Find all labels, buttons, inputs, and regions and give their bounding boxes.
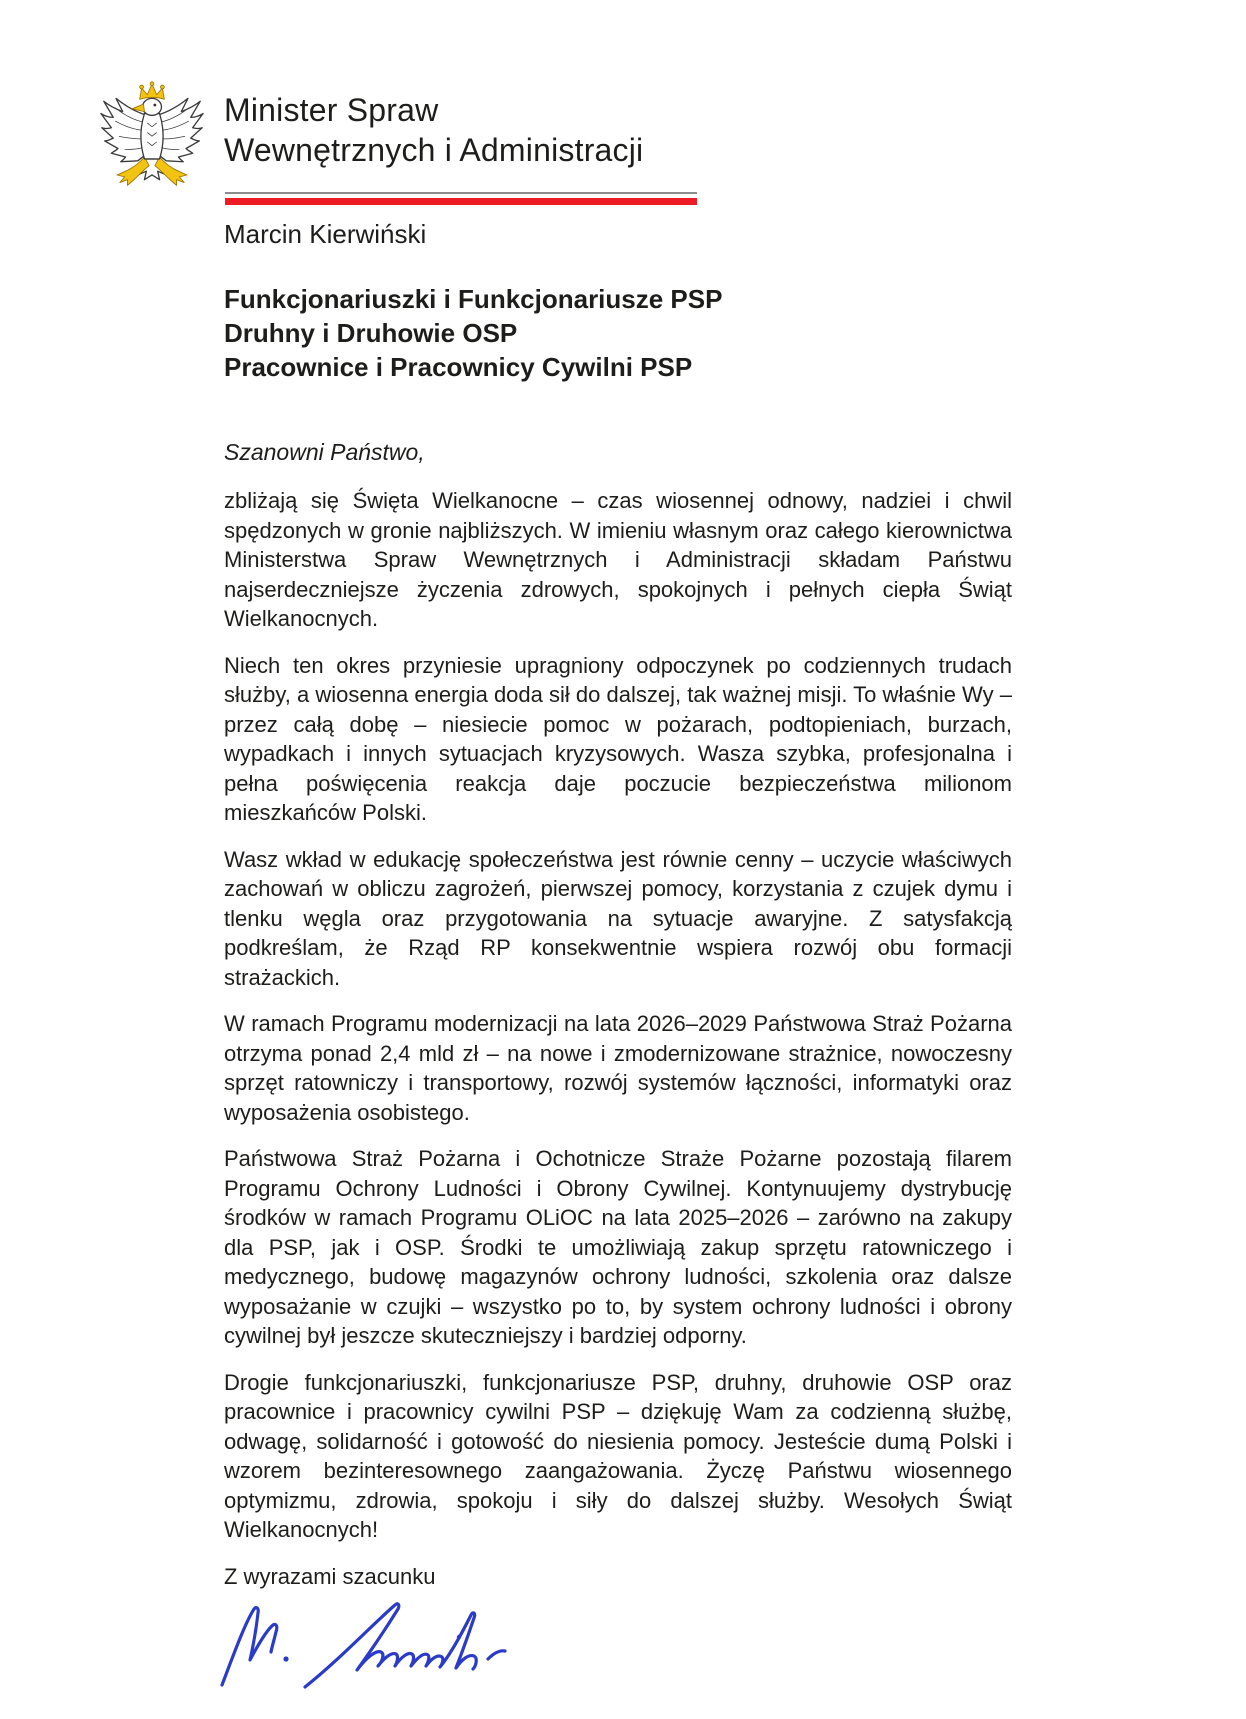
minister-name: Marcin Kierwiński bbox=[224, 219, 427, 249]
letter-paragraph-2: Niech ten okres przyniesie upragniony odpoczynek po codziennych trudach służby, a wiosenna energia doda sił do dalszej, tak ważnej misji. To właśnie Wy – przez całą dobę – niesiecie pomoc w pożarach, podtopieniach, burzach, wypadkach i innych sytuacjach kryzysowych. Wasza szybka, profesjonalna i pełna poświęcenia reakcja daje poczucie bezpieczeństwa milionom mieszkańców Polski. bbox=[224, 652, 1012, 825]
polish-eagle-emblem bbox=[100, 80, 204, 200]
ministry-title-line2: Wewnętrznych i Administracji bbox=[224, 132, 644, 168]
signature-image bbox=[210, 1597, 562, 1699]
header-rule-gray bbox=[225, 192, 697, 194]
header-rule-red bbox=[225, 198, 697, 205]
letter-paragraph-4: W ramach Programu modernizacji na lata 2026–2029 Państwowa Straż Pożarna otrzyma ponad 2,4 mld zł – na nowe i zmodernizowane strażnice, nowoczesny sprzęt ratowniczy i transportowy, rozwój systemów łączności, informatyki oraz wyposażenia osobistego. bbox=[224, 1011, 1012, 1125]
addressee-line-1: Funkcjonariuszki i Funkcjonariusze PSP bbox=[224, 284, 723, 314]
letter-paragraph-1: zbliżają się Święta Wielkanocne – czas wiosennej odnowy, nadziei i chwil spędzonych w gronie najbliższych. W imieniu własnym oraz całego kierownictwa Ministerstwa Spraw Wewnętrznych i Administracji składam Państwu najserdeczniejsze życzenia zdrowych, spokojnych i pełnych ciepła Świąt Wielkanocnych. bbox=[224, 488, 1012, 631]
closing-phrase: Z wyrazami szacunku bbox=[224, 1563, 436, 1589]
letter-paragraph-3: Wasz wkład w edukację społeczeństwa jest równie cenny – uczycie właściwych zachowań w obliczu zagrożeń, pierwszej pomocy, korzystania z czujek dymu i tlenku węgla oraz przygotowania na sytuacje awaryjne. Z satysfakcją podkreślam, że Rząd RP konsekwentnie wspiera rozwój obu formacji strażackich. bbox=[224, 846, 1012, 990]
letter-paragraph-6: Drogie funkcjonariuszki, funkcjonariusze PSP, druhny, druhowie OSP oraz pracownice i pracownicy cywilni PSP – dziękuję Wam za codzienną służbę, odwagę, solidarność i gotowość do niesienia pomocy. Jesteście dumą Polski i wzorem bezinteresownego zaangażowania. Życzę Państwu wiosennego optymizmu, zdrowia, spokoju i siły do dalszej służby. Wesołych Świąt Wielkanocnych! bbox=[224, 1369, 1012, 1542]
addressee-line-2: Druhny i Druhowie OSP bbox=[224, 318, 518, 348]
addressee-block bbox=[224, 282, 1012, 384]
salutation: Szanowni Państwo, bbox=[224, 439, 425, 465]
addressee-line-3: Pracownice i Pracownicy Cywilni PSP bbox=[224, 352, 693, 382]
letter-paragraph-5: Państwowa Straż Pożarna i Ochotnicze Straże Pożarne pozostają filarem Programu Ochrony Ludności i Obrony Cywilnej. Kontynuujemy dystrybucję środków w ramach Programu OLiOC na lata 2025–2026 – zarówno na zakupy dla PSP, jak i OSP. Środki te umożliwiają zakup sprzętu ratowniczego i medycznego, budowę magazynów ochrony ludności, szkolenia oraz dalsze wyposażanie w czujki – wszystko po to, by system ochrony ludności i obrony cywilnej był jeszcze skuteczniejszy i bardziej odporny. bbox=[224, 1146, 1012, 1348]
ministry-title bbox=[224, 90, 643, 170]
ministry-title-line1: Minister Spraw bbox=[224, 92, 439, 128]
letter-body bbox=[224, 282, 1012, 1699]
